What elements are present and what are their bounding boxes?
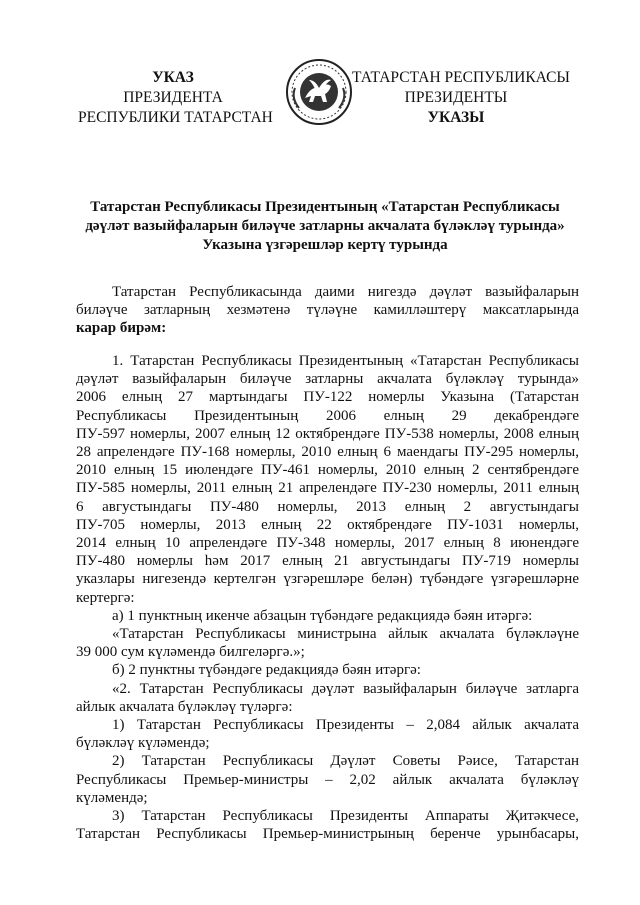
para1-line: 1. Татарстан Республикасы Президентының «Татарстан Республикасы — [112, 353, 579, 369]
item-a-line-3: 39 000 сум күләмендә билгеләргә.»; — [76, 644, 305, 661]
header-right-line-3: УКАЗЫ — [427, 109, 485, 126]
para1-line: кертергә: — [76, 589, 135, 606]
header-left-line-3: РЕСПУБЛИКИ ТАТАРСТАН — [78, 109, 273, 126]
coat-of-arms-tatarstan-icon — [285, 58, 353, 126]
item-a-line-2: «Татарстан Республикасы министрына айлык акчалата бүләкләүне — [112, 626, 579, 643]
title-line-2: дәүләт вазыйфаларын биләүче затларны акчалата бүләкләү турында» — [85, 218, 565, 234]
sub1-line-1: 1) Татарстан Республикасы Президенты – 2,084 айлык акчалата — [112, 717, 579, 734]
item-b-line-2: «2. Татарстан Республикасы дәүләт вазыйфаларын биләүче затларга — [112, 680, 579, 697]
sub2-line-2: Республикасы Премьер-министры – 2,02 айлык акчалата бүләкләү — [76, 771, 579, 788]
sub2-line-1: 2) Татарстан Республикасы Дәүләт Советы Рәисе, Татарстан — [112, 753, 579, 770]
preamble — [76, 283, 579, 338]
para1-line: 2010 елның 15 июлендәге ПУ-461 номерлы, 2010 елның 2 сентябрендәге — [76, 462, 579, 479]
para1-line: ПУ-597 номерлы, 2007 елның 12 октябрендәге ПУ-538 номерлы, 2008 елның — [76, 425, 579, 442]
sub3-line-2: Татарстан Республикасы Премьер-министрының беренче урынбасары, — [76, 826, 579, 843]
item-a-line-1: а) 1 пунктның икенче абзацын түбәндәге редакциядә бәян итәргә: — [112, 607, 533, 624]
decision-text: карар бирәм: — [76, 320, 167, 337]
preamble-line-2: биләүче затларның хезмәтенә түләүне камилләштерү максатларында — [76, 302, 579, 319]
header-right-line-2: ПРЕЗИДЕНТЫ — [404, 89, 508, 106]
header-left-line-1: УКАЗ — [152, 69, 194, 86]
header-right — [352, 68, 570, 128]
para1-line: Республикасы Президентының 2006 елның 29 декабрендәге — [76, 407, 579, 424]
para1-line: 28 апрелендәге ПУ-168 номерлы, 2010 елның 6 маендагы ПУ-295 номерлы, — [76, 444, 579, 461]
sub3-line-1: 3) Татарстан Республикасы Президенты Аппараты Җитәкчесе, — [112, 808, 579, 825]
para1-line: 2006 елның 27 мартындагы ПУ-122 номерлы Указына (Татарстан — [76, 389, 579, 406]
item-b-line-1: б) 2 пунктны түбәндәге редакциядә бәян итәргә: — [112, 662, 421, 679]
para1-line: ПУ-585 номерлы, 2011 елның 21 апрелендәге ПУ-230 номерлы, 2011 елның — [76, 480, 579, 497]
preamble-line-1: Татарстан Республикасында даими нигездә дәүләт вазыйфаларын — [112, 284, 579, 300]
sub2-line-3: күләмендә; — [76, 789, 148, 806]
header-left — [78, 68, 273, 128]
para1-line: ПУ-480 номерлы һәм 2017 елның 21 августындагы ПУ-719 номерлы — [76, 553, 579, 570]
title-line-3: Указына үзгәрешләр кертү турында — [202, 237, 448, 253]
header-left-line-2: ПРЕЗИДЕНТА — [123, 89, 223, 106]
header-right-line-1: ТАТАРСТАН РЕСПУБЛИКАСЫ — [352, 69, 570, 86]
para1-line: 6 августындагы ПУ-480 номерлы, 2013 елның 2 августындагы — [76, 498, 579, 515]
para1-line: ПУ-705 номерлы, 2013 елның 22 октябрендәге ПУ-1031 номерлы, — [76, 516, 579, 533]
sub1-line-2: бүләкләү күләмендә; — [76, 735, 210, 752]
item-b-line-3: айлык акчалата бүләкләү түләргә: — [76, 698, 293, 715]
title-line-1: Татарстан Республикасы Президентының «Татарстан Республикасы — [90, 199, 560, 215]
document-title — [60, 198, 590, 255]
para1-line: дәүләт вазыйфаларын биләүче затларны акчалата бүләкләү турында» — [76, 371, 579, 388]
para1-line: указлары нигезендә кертелгән үзгәрешләре белән) түбәндәге үзгәрешләрне — [76, 571, 579, 588]
paragraph-1 — [76, 352, 579, 843]
para1-line: 2014 елның 10 апрелендәге ПУ-348 номерлы, 2017 елның 8 июнендәге — [76, 535, 579, 552]
